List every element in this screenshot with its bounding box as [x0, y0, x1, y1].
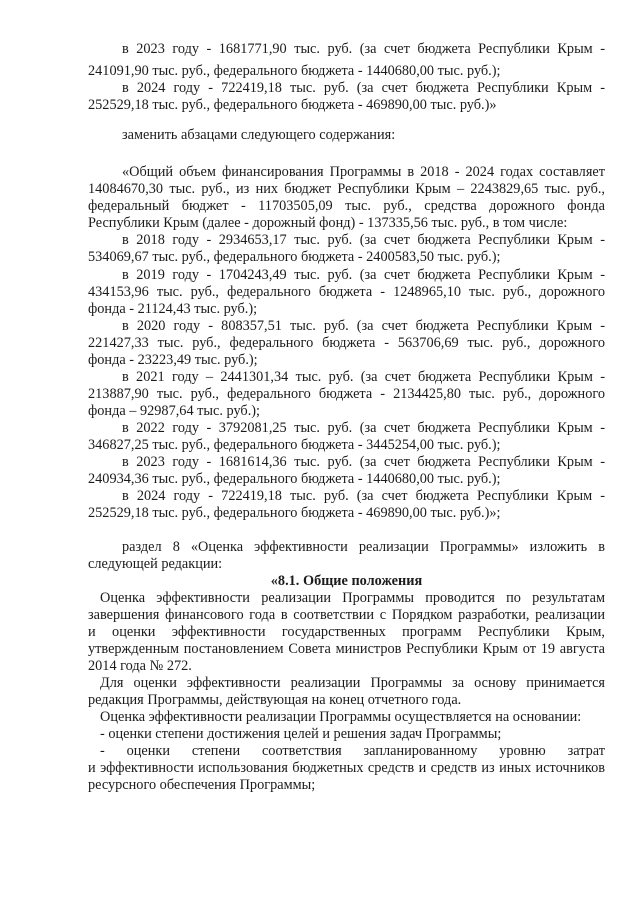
text-line: Для оценки эффективности реализации Программы за основу принимается	[100, 675, 605, 691]
text-line: в 2021 году – 2441301,34 тыс. руб. (за счет бюджета Республики Крым -	[122, 369, 605, 385]
text-line: 2014 года № 272.	[88, 658, 192, 674]
text-line: и оценки эффективности государственных программ Республики Крым,	[88, 624, 605, 640]
text-line: и эффективности использования бюджетных средств и средств из иных источников	[88, 760, 605, 776]
text-line: 252529,18 тыс. руб., федерального бюджета - 469890,00 тыс. руб.)»	[88, 97, 497, 113]
text-line: в 2019 году - 1704243,49 тыс. руб. (за счет бюджета Республики Крым -	[122, 267, 605, 283]
text-line: 252529,18 тыс. руб., федерального бюджета - 469890,00 тыс. руб.)»;	[88, 505, 501, 521]
text-line: следующей редакции:	[88, 556, 223, 572]
text-line: «Общий объем финансирования Программы в 2018 - 2024 годах составляет	[122, 164, 605, 180]
text-line: Оценка эффективности реализации Программы осуществляется на основании:	[100, 709, 582, 725]
text-line: в 2022 году - 3792081,25 тыс. руб. (за счет бюджета Республики Крым -	[122, 420, 605, 436]
text-line: в 2023 году - 1681771,90 тыс. руб. (за счет бюджета Республики Крым -	[122, 41, 605, 57]
text-line: 14084670,30 тыс. руб., из них бюджет Республики Крым – 2243829,65 тыс. руб.,	[88, 181, 605, 197]
text-line: - оценки степени соответствия запланированному уровню затрат	[100, 743, 605, 759]
text-line: Оценка эффективности реализации Программы проводится по результатам	[100, 590, 605, 606]
text-line: федеральный бюджет - 11703505,09 тыс. руб., средства дорожного фонда	[88, 198, 605, 214]
text-line: фонда - 23223,49 тыс. руб.);	[88, 352, 258, 368]
text-line: завершения финансового года в соответствии с Порядком разработки, реализации	[88, 607, 605, 623]
text-line: в 2024 году - 722419,18 тыс. руб. (за счет бюджета Республики Крым -	[122, 80, 605, 96]
text-line: раздел 8 «Оценка эффективности реализации Программы» изложить в	[122, 539, 605, 555]
text-line: - оценки степени достижения целей и решения задач Программы;	[100, 726, 502, 742]
text-line: заменить абзацами следующего содержания:	[122, 127, 396, 143]
section-heading: «8.1. Общие положения	[270, 573, 423, 589]
text-line: 241091,90 тыс. руб., федерального бюджета - 1440680,00 тыс. руб.);	[88, 63, 501, 79]
text-line: в 2018 году - 2934653,17 тыс. руб. (за счет бюджета Республики Крым -	[122, 232, 605, 248]
text-line: в 2020 году - 808357,51 тыс. руб. (за счет бюджета Республики Крым -	[122, 318, 605, 334]
text-line: 434153,96 тыс. руб., федерального бюджета - 1248965,10 тыс. руб., дорожного	[88, 284, 605, 300]
text-line: 534069,67 тыс. руб., федерального бюджета - 2400583,50 тыс. руб.);	[88, 249, 501, 265]
text-line: в 2023 году - 1681614,36 тыс. руб. (за счет бюджета Республики Крым -	[122, 454, 605, 470]
text-line: 221427,33 тыс. руб., федерального бюджета - 563706,69 тыс. руб., дорожного	[88, 335, 605, 351]
text-line: 213887,90 тыс. руб., федерального бюджета - 2134425,80 тыс. руб., дорожного	[88, 386, 605, 402]
text-line: в 2024 году - 722419,18 тыс. руб. (за счет бюджета Республики Крым -	[122, 488, 605, 504]
text-line: ресурсного обеспечения Программы;	[88, 777, 316, 793]
text-line: 346827,25 тыс. руб., федерального бюджета - 3445254,00 тыс. руб.);	[88, 437, 501, 453]
text-line: утвержденным постановлением Совета министров Республики Крым от 19 августа	[88, 641, 605, 657]
text-line: редакция Программы, действующая на конец отчетного года.	[88, 692, 462, 708]
text-line: фонда – 92987,64 тыс. руб.);	[88, 403, 261, 419]
text-line: фонда - 21124,43 тыс. руб.);	[88, 301, 258, 317]
text-line: Республики Крым (далее - дорожный фонд) - 137335,56 тыс. руб., в том числе:	[88, 215, 568, 231]
text-line: 240934,36 тыс. руб., федерального бюджета - 1440680,00 тыс. руб.);	[88, 471, 501, 487]
